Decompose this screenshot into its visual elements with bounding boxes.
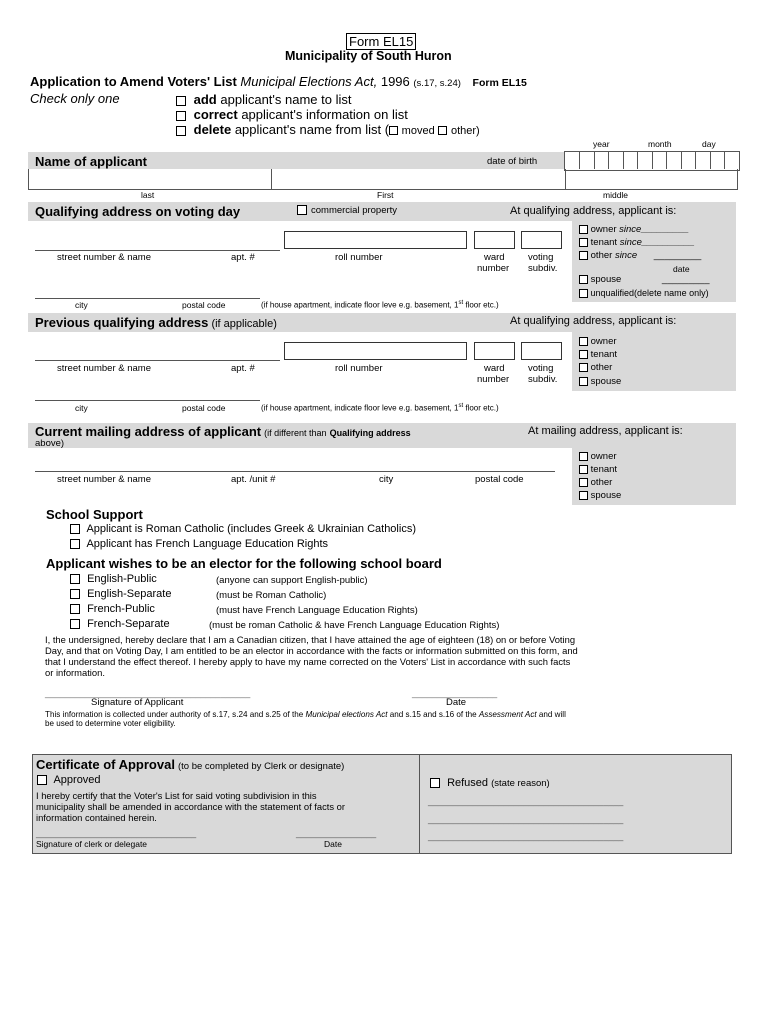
- name-fields[interactable]: [28, 169, 738, 190]
- q-other-label: other: [590, 250, 613, 261]
- dob-day-label: day: [702, 139, 716, 149]
- q-unqualified-option[interactable]: [579, 288, 709, 298]
- add-label: applicant's name to list: [220, 92, 352, 107]
- moved-label: moved: [401, 125, 435, 137]
- board-french-separate[interactable]: French-Separate: [70, 618, 170, 630]
- p-street-line[interactable]: [35, 360, 280, 361]
- q-spouse-option[interactable]: [579, 274, 709, 285]
- commercial-property-label: commercial property: [311, 205, 398, 216]
- school-support-title: School Support: [46, 507, 143, 522]
- qualifying-address-title: Qualifying address on voting day: [35, 204, 241, 219]
- q-spouse-line: _________: [661, 274, 710, 285]
- add-label-bold: add: [193, 92, 217, 107]
- board-french-public-checkbox[interactable]: [70, 604, 80, 614]
- clerk-signature-label: Signature of clerk or delegate: [36, 839, 148, 849]
- q-apt-label: apt. #: [231, 252, 255, 263]
- q-tenant-label: tenant: [590, 237, 618, 248]
- q-tenant-checkbox[interactable]: [579, 238, 588, 247]
- p-owner-checkbox[interactable]: [579, 337, 588, 346]
- middle-name-label: middle: [603, 190, 629, 200]
- q-owner-since: since_________: [619, 224, 689, 235]
- authority-line-1: This information is collected under authority of s.17, s.24 and s.25 of the Municipal elections Act and s.15 and s.16 of the Assessment Act and will: [45, 710, 566, 719]
- delete-label-bold: delete: [193, 122, 232, 137]
- dob-year-label: year: [593, 139, 610, 149]
- option-correct[interactable]: [176, 107, 408, 122]
- q-ward-box[interactable]: [474, 231, 515, 249]
- p-roll-label: roll number: [335, 363, 383, 374]
- p-city-label: city: [75, 403, 88, 413]
- refused-reason-line-1[interactable]: _______________________________________: [428, 796, 624, 806]
- m-owner-checkbox[interactable]: [579, 452, 588, 461]
- cert-text-1: I hereby certify that the Voter's List for said voting subdivision in this: [36, 790, 317, 801]
- school-french-label: Applicant has French Language Education Rights: [86, 538, 329, 550]
- p-floor-note: (if house apartment, indicate floor leve e.g. basement, 1st floor etc.): [261, 403, 499, 413]
- board-english-separate-checkbox[interactable]: [70, 589, 80, 599]
- option-add[interactable]: [176, 92, 351, 107]
- act-year: 1996: [380, 74, 410, 89]
- q-city-line[interactable]: [35, 298, 260, 299]
- p-ward-box[interactable]: [474, 342, 515, 360]
- approved-checkbox[interactable]: [37, 775, 47, 785]
- authority-line-2: be used to determine voter eligibility.: [45, 719, 176, 728]
- certificate-title: Certificate of Approval (to be completed by Clerk or designate): [36, 757, 345, 772]
- applicant-date-line[interactable]: _________________: [412, 688, 498, 698]
- q-other-checkbox[interactable]: [579, 251, 588, 260]
- p-other-option[interactable]: other: [579, 362, 612, 373]
- cert-text-2: municipality shall be amended in accordance with the statement of facts or: [36, 801, 346, 812]
- p-subdiv-label: subdiv.: [528, 374, 558, 385]
- p-tenant-checkbox[interactable]: [579, 350, 588, 359]
- q-subdiv-label: subdiv.: [528, 263, 558, 274]
- application-title: Application to Amend Voters' List: [30, 74, 237, 89]
- form-label: Form EL15: [346, 33, 416, 50]
- first-name-label: First: [377, 190, 394, 200]
- board-english-public-note: (anyone can support English-public): [216, 575, 368, 586]
- declaration-line-4: or information.: [45, 667, 105, 678]
- add-checkbox[interactable]: [176, 96, 186, 106]
- moved-checkbox[interactable]: [389, 126, 398, 135]
- clerk-date-label: Date: [324, 839, 342, 849]
- board-french-public-note: (must have French Language Education Rights): [216, 605, 418, 616]
- mailing-address-title: Current mailing address of applicant (if different than Qualifying address: [35, 424, 411, 439]
- mailing-applicant-is: At mailing address, applicant is:: [528, 425, 683, 437]
- check-only-label: Check only one: [30, 91, 120, 106]
- approved-option[interactable]: [37, 774, 101, 786]
- m-postal-label: postal code: [475, 474, 524, 485]
- application-title-row: [30, 74, 527, 89]
- p-tenant-option[interactable]: tenant: [579, 349, 617, 360]
- dob-label: date of birth: [487, 156, 538, 167]
- q-floor-note: (if house apartment, indicate floor leve e.g. basement, 1st floor etc.): [261, 300, 499, 310]
- refused-label: Refused: [447, 777, 489, 789]
- declaration-line-1: I, the undersigned, hereby declare that I am a Canadian citizen, that I have attained the age of eighteen (18) on or before Voting: [45, 634, 576, 645]
- q-roll-number-box[interactable]: [284, 231, 467, 249]
- applicant-signature-label: Signature of Applicant: [91, 697, 184, 708]
- clerk-signature-line[interactable]: ________________________________: [36, 828, 197, 838]
- p-roll-number-box[interactable]: [284, 342, 467, 360]
- school-french-option[interactable]: [70, 538, 328, 550]
- m-owner-option[interactable]: owner: [579, 451, 617, 462]
- certificate-divider: [419, 754, 420, 854]
- q-spouse-label: spouse: [590, 274, 622, 285]
- p-ward-label: ward: [484, 363, 505, 374]
- p-voting-box[interactable]: [521, 342, 562, 360]
- q-voting-box[interactable]: [521, 231, 562, 249]
- municipality-name: Municipality of South Huron: [285, 49, 452, 63]
- board-english-separate-note: (must be Roman Catholic): [216, 590, 327, 601]
- board-english-separate[interactable]: English-Separate: [70, 588, 171, 600]
- p-street-label: street number & name: [57, 363, 151, 374]
- delete-checkbox[interactable]: [176, 126, 186, 136]
- m-tenant-checkbox[interactable]: [579, 465, 588, 474]
- dob-month-label: month: [648, 139, 672, 149]
- q-tenant-since: since__________: [619, 237, 695, 248]
- applicant-date-label: Date: [446, 697, 467, 708]
- act-section: (s.17, s.24): [413, 78, 461, 89]
- m-city-label: city: [379, 474, 394, 485]
- commercial-property-option[interactable]: [297, 205, 397, 216]
- q-owner-checkbox[interactable]: [579, 225, 588, 234]
- m-spouse-option[interactable]: spouse: [579, 490, 621, 501]
- p-spouse-option[interactable]: spouse: [579, 376, 621, 387]
- board-french-separate-checkbox[interactable]: [70, 619, 80, 629]
- q-spouse-checkbox[interactable]: [579, 275, 588, 284]
- previous-address-title: Previous qualifying address (if applicable): [35, 315, 277, 330]
- last-name-label: last: [141, 190, 155, 200]
- m-other-checkbox[interactable]: [579, 478, 588, 487]
- refused-reason-line-3[interactable]: _______________________________________: [428, 831, 624, 841]
- refused-checkbox[interactable]: [430, 778, 440, 788]
- board-english-public-checkbox[interactable]: [70, 574, 80, 584]
- name-of-applicant-title: Name of applicant: [35, 154, 147, 169]
- correct-label: applicant's information on list: [241, 107, 408, 122]
- school-rc-checkbox[interactable]: [70, 524, 80, 534]
- q-street-label: street number & name: [57, 252, 151, 263]
- p-apt-label: apt. #: [231, 363, 255, 374]
- school-rc-option[interactable]: [70, 523, 416, 535]
- p-owner-option[interactable]: owner: [579, 336, 617, 347]
- declaration-line-3: that I understand the effect thereof. I hereby apply to have my name corrected on the Voters' List in accordance with such facts: [45, 656, 571, 667]
- declaration-line-2: Day, and that on Voting Day, I am entitled to be an elector in accordance with the facts or information submitted on this form, and: [45, 645, 578, 656]
- board-english-public[interactable]: English-Public: [70, 573, 157, 585]
- cert-text-3: information contained herein.: [36, 812, 157, 823]
- correct-label-bold: correct: [193, 107, 238, 122]
- q-postal-label: postal code: [182, 300, 226, 310]
- approved-label: Approved: [53, 774, 101, 786]
- board-french-separate-note: (must be roman Catholic & have French Language Education Rights): [209, 620, 500, 631]
- school-rc-label: Applicant is Roman Catholic (includes Greek & Ukrainian Catholics): [86, 523, 416, 535]
- m-apt-label: apt. /unit #: [231, 474, 276, 485]
- school-french-checkbox[interactable]: [70, 539, 80, 549]
- refused-note: (state reason): [491, 778, 550, 789]
- correct-checkbox[interactable]: [176, 111, 186, 121]
- q-other-line: _________: [653, 250, 702, 261]
- p-spouse-checkbox[interactable]: [579, 377, 588, 386]
- q-owner-option[interactable]: [579, 224, 689, 235]
- q-unqualified-label: unqualified(delete name only): [590, 288, 709, 298]
- p-postal-label: postal code: [182, 403, 226, 413]
- q-other-since: since: [614, 250, 638, 261]
- clerk-date-line[interactable]: ________________: [296, 828, 377, 838]
- other-reason-checkbox[interactable]: [438, 126, 447, 135]
- q-roll-label: roll number: [335, 252, 383, 263]
- form-code-right: Form EL15: [472, 77, 527, 89]
- q-tenant-option[interactable]: [579, 237, 695, 248]
- q-voting-label: voting: [528, 252, 554, 263]
- p-number-label: number: [477, 374, 510, 385]
- refused-option[interactable]: [430, 777, 550, 789]
- act-name: Municipal Elections Act,: [240, 74, 378, 89]
- q-other-option[interactable]: [579, 250, 701, 261]
- board-french-public[interactable]: French-Public: [70, 603, 155, 615]
- q-ward-label: ward: [484, 252, 505, 263]
- m-other-option[interactable]: other: [579, 477, 612, 488]
- delete-label: applicant's name from list (: [234, 122, 390, 137]
- dob-boxes[interactable]: [564, 151, 740, 171]
- qualifying-applicant-is: At qualifying address, applicant is:: [510, 205, 677, 217]
- m-street-label: street number & name: [57, 474, 151, 485]
- p-city-line[interactable]: [35, 400, 260, 401]
- refused-reason-line-2[interactable]: _______________________________________: [428, 814, 624, 824]
- m-tenant-option[interactable]: tenant: [579, 464, 617, 475]
- q-street-line[interactable]: [35, 250, 280, 251]
- school-board-title: Applicant wishes to be an elector for the following school board: [46, 556, 442, 571]
- q-owner-label: owner: [590, 224, 617, 235]
- other-reason-label: other): [450, 125, 480, 137]
- m-address-line[interactable]: [35, 471, 555, 472]
- p-voting-label: voting: [528, 363, 554, 374]
- commercial-property-checkbox[interactable]: [297, 205, 307, 215]
- applicant-signature-line[interactable]: _________________________________________: [45, 688, 251, 698]
- mailing-note-above: above): [35, 438, 65, 449]
- q-date-label: date: [673, 264, 690, 274]
- m-spouse-checkbox[interactable]: [579, 491, 588, 500]
- previous-applicant-is: At qualifying address, applicant is:: [510, 315, 677, 327]
- q-city-label: city: [75, 300, 88, 310]
- q-unqualified-checkbox[interactable]: [579, 289, 588, 298]
- p-other-checkbox[interactable]: [579, 363, 588, 372]
- option-delete[interactable]: [176, 122, 480, 137]
- q-number-label: number: [477, 263, 510, 274]
